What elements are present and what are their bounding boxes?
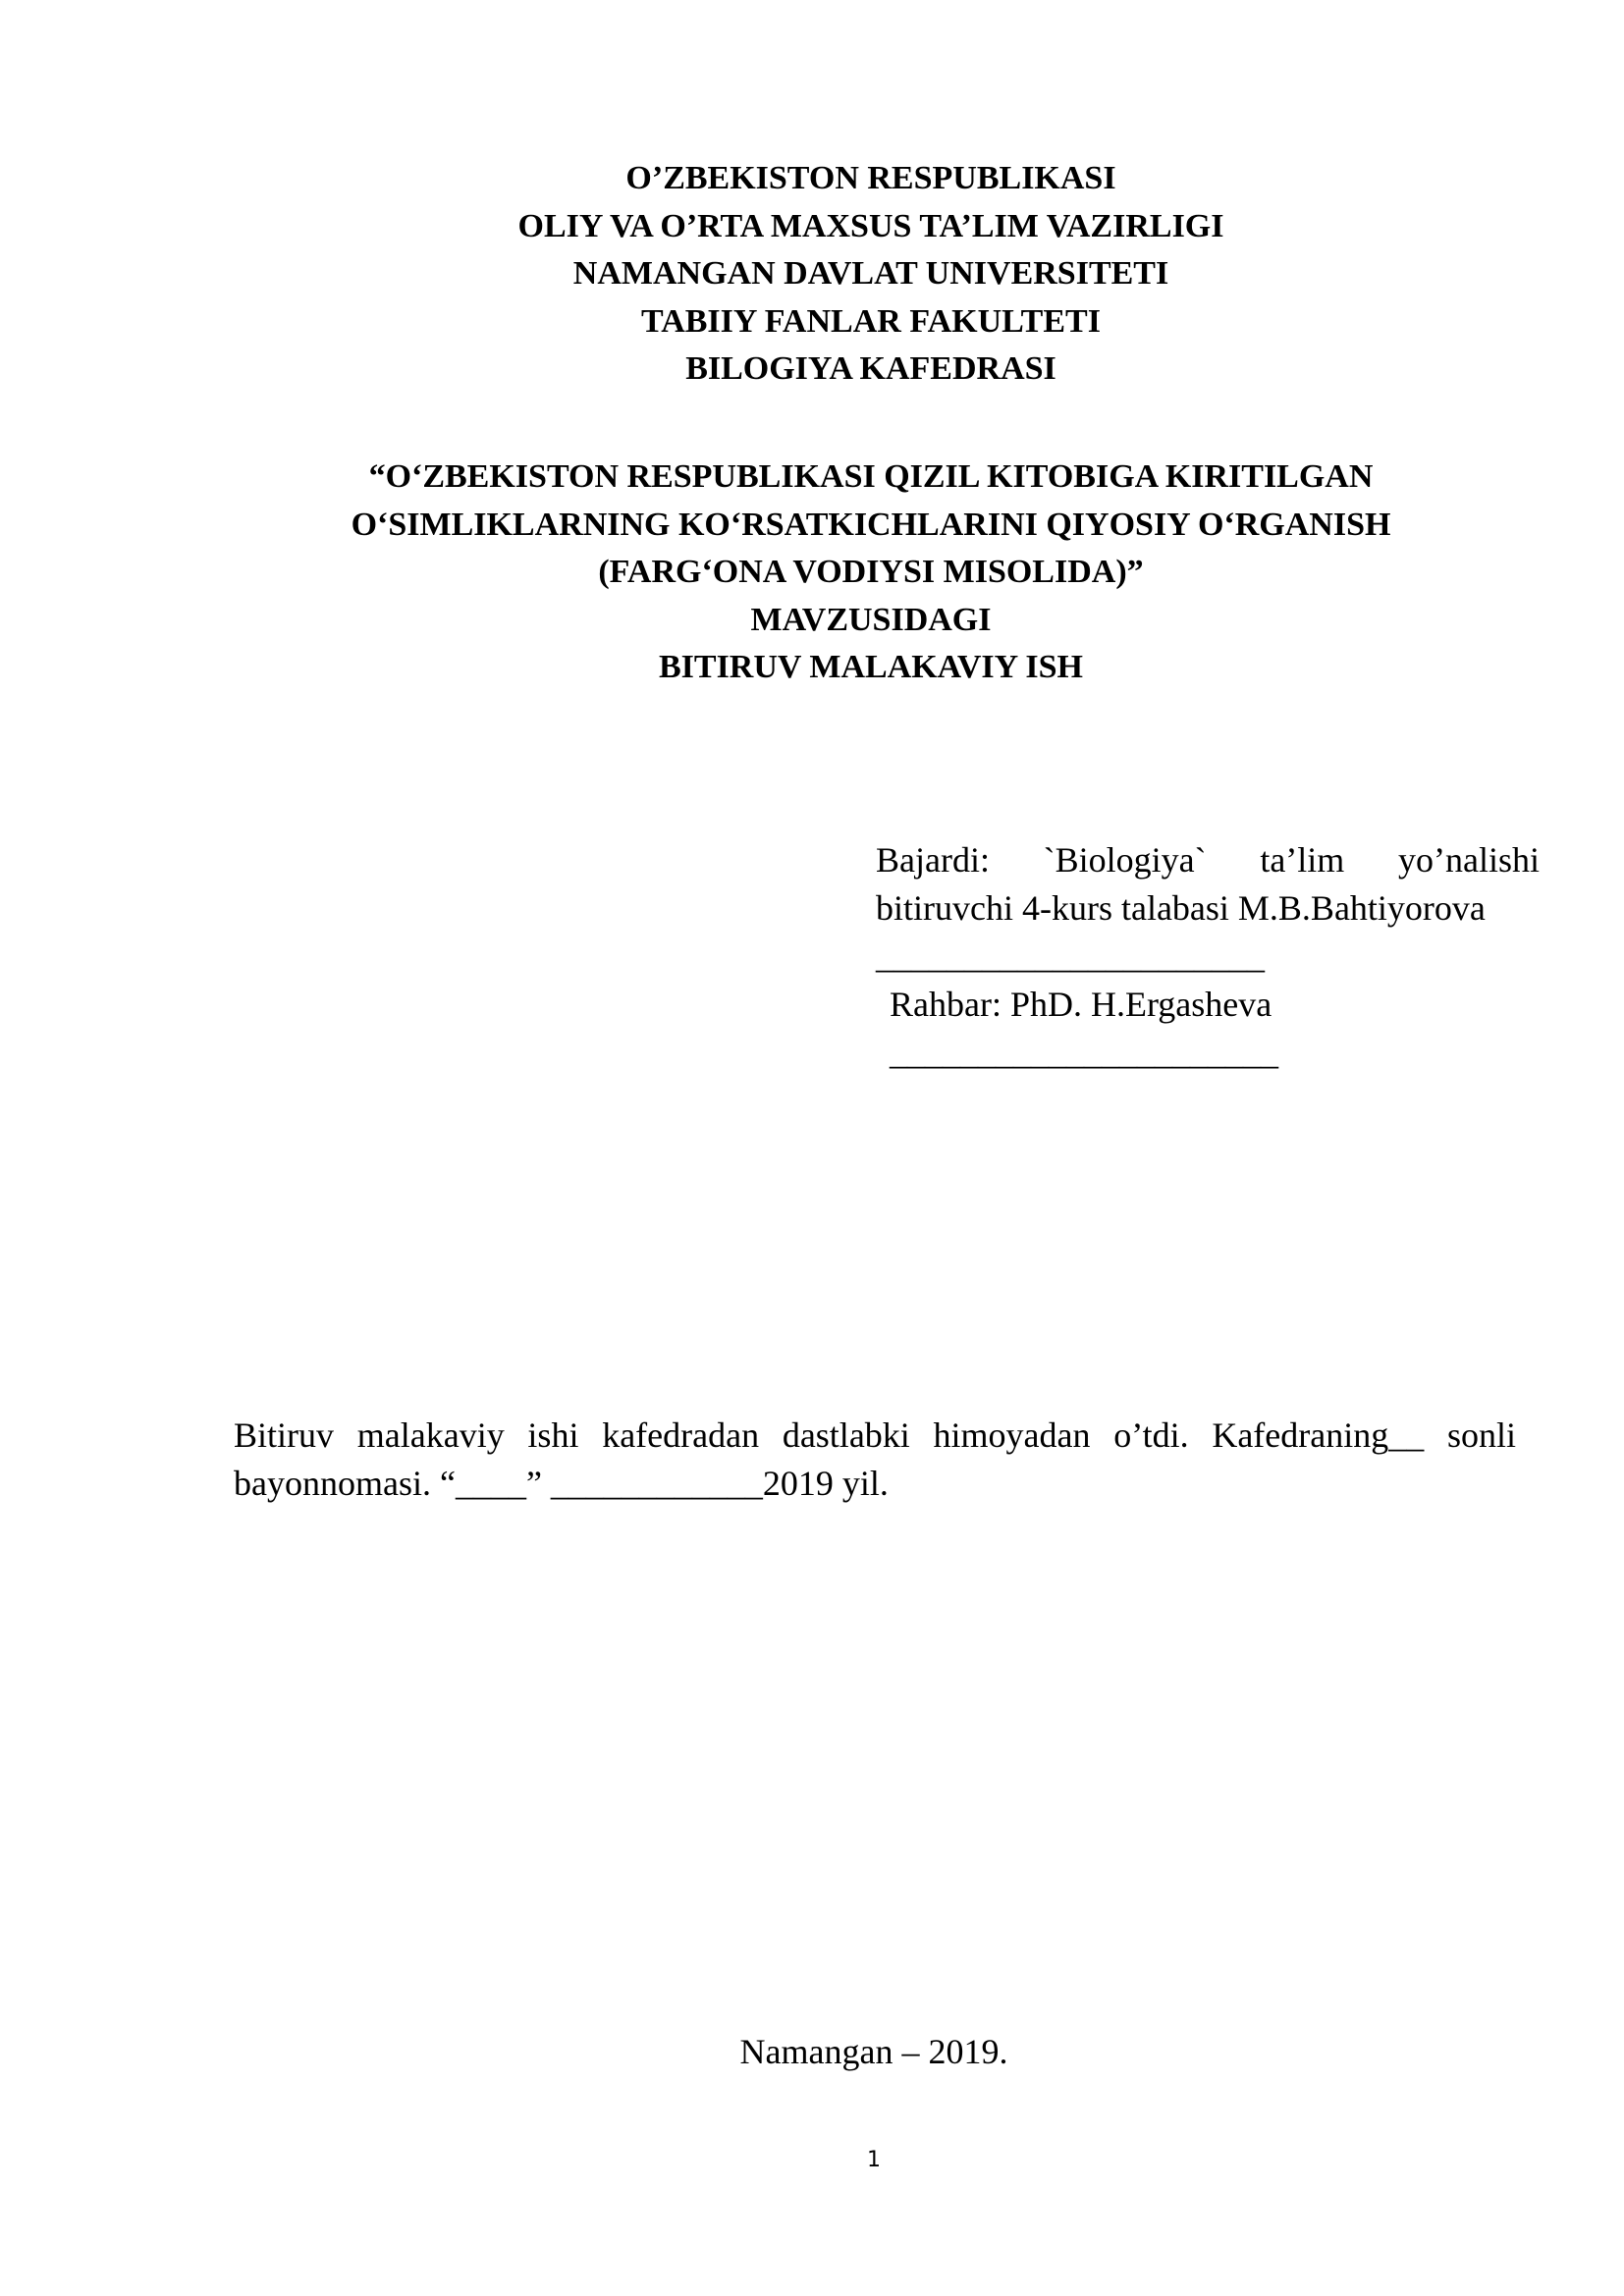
defense-line-2: bayonnomasi. “____” ____________2019 yil. — [234, 1464, 889, 1503]
city-year: Namangan – 2019. — [739, 2032, 1008, 2071]
defense-note — [234, 1412, 1516, 1508]
department-name: BILOGIYA KAFEDRASI — [685, 350, 1056, 387]
author-info — [876, 836, 1540, 1077]
title-subject-label: MAVZUSIDAGI — [750, 601, 992, 638]
ministry-name: OLIY VA O’RTA MAXSUS TA’LIM VAZIRLIGI — [517, 207, 1224, 244]
institution-header — [0, 155, 1624, 394]
country-name: O’ZBEKISTON RESPUBLIKASI — [625, 160, 1116, 196]
faculty-name: TABIIY FANLAR FAKULTETI — [641, 302, 1101, 340]
supervisor-signature-line: ______________________ — [890, 1033, 1278, 1072]
author-signature-line: ______________________ — [876, 936, 1265, 976]
university-name: NAMANGAN DAVLAT UNIVERSITETI — [572, 255, 1169, 292]
title-line-1: “O‘ZBEKISTON RESPUBLIKASI QIZIL KITOBIGA KIRITILGAN — [368, 458, 1374, 495]
defense-line-1: Bitiruv malakaviy ishi kafedradan dastlabki himoyadan o’tdi. Kafedraning__ sonli — [234, 1415, 1516, 1455]
title-line-3: (FARG‘ONA VODIYSI MISOLIDA)” — [598, 554, 1144, 590]
page-number: 1 — [867, 2148, 881, 2172]
title-work-type: BITIRUV MALAKAVIY ISH — [658, 649, 1084, 685]
title-line-2: O‘SIMLIKLARNING KO‘RSATKICHLARINI QIYOSIY O‘RGANISH — [351, 506, 1391, 543]
author-line-1: Bajardi: `Biologiya` ta’lim yo’nalishi — [876, 840, 1540, 880]
author-line-2: bitiruvchi 4-kurs talabasi M.B.Bahtiyorova — [876, 888, 1486, 928]
supervisor-line: Rahbar: PhD. H.Ergasheva — [890, 985, 1272, 1024]
thesis-title — [0, 454, 1624, 692]
